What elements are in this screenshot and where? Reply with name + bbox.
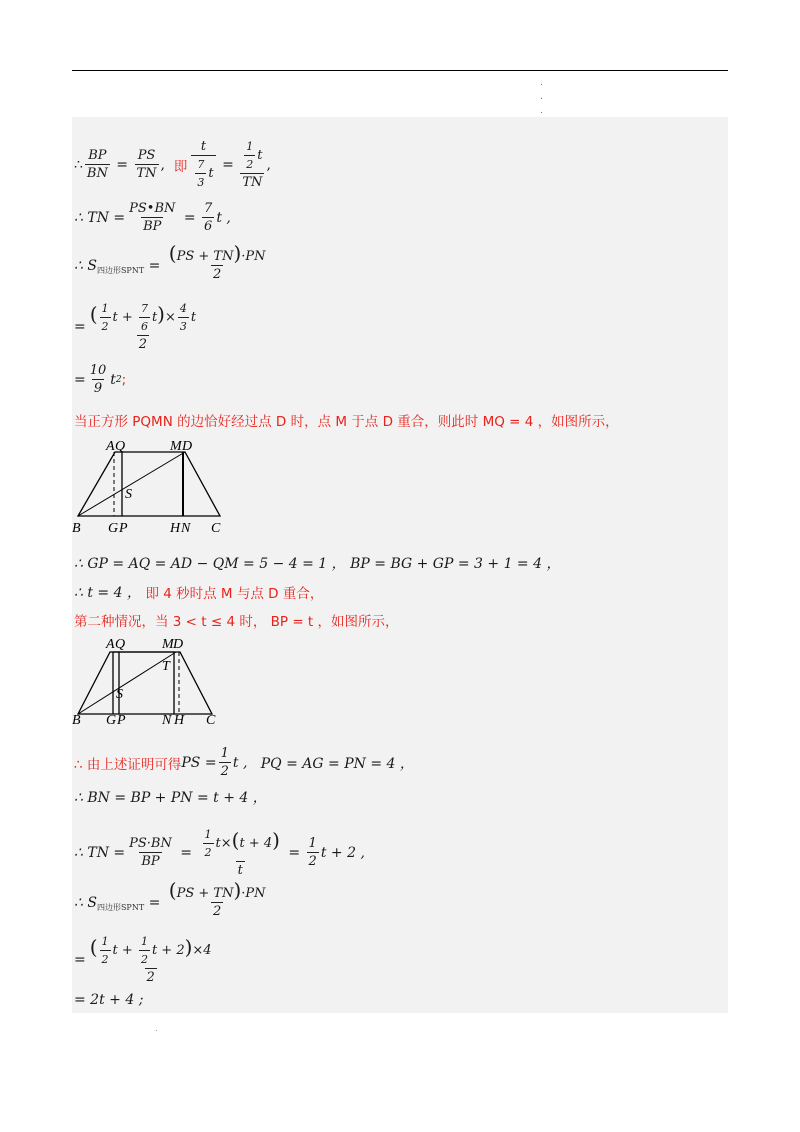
t-equals-4-line: ∴ t = 4 ， 即 4 秒时点 M 与点 D 重合， [74, 585, 324, 602]
ps-pq-line: ∴ 由上述证明可得 PS = $\frac{1}{2}$ t , PQ = AG = PN = 4 ， [74, 746, 414, 779]
svg-text:P: P [119, 521, 128, 536]
svg-text:S: S [116, 687, 123, 702]
svg-text:T: T [162, 659, 170, 674]
svg-text:G: G [108, 521, 119, 536]
svg-text:A: A [106, 439, 115, 454]
ratio-line: ∴ $\frac{BP}{BN}$ = $\frac{PS}{TN}$ , 即 t $\frac{7}{3}$ t = $\frac{1}{2}$ t TN , [74, 139, 271, 190]
svg-text:D: D [182, 439, 193, 454]
svg-text:H: H [170, 521, 181, 536]
trapezoid-figure-2 [70, 630, 230, 730]
svg-text:B: B [72, 713, 81, 728]
header-marks: . . . [540, 78, 543, 116]
svg-text:Q: Q [115, 637, 126, 652]
area-result-line: = $\frac{10}{9}$ t 2 ; [74, 363, 127, 396]
svg-text:G: G [106, 713, 117, 728]
svg-text:M: M [170, 439, 182, 454]
area-formula-line-2: ∴ S 四边形SPNT = $\frac{(PS + TN)\cdot PN}{2}$ [74, 878, 266, 919]
svg-text:C: C [206, 713, 216, 728]
svg-text:C: C [211, 521, 221, 536]
area-substitution-line: = ( $\frac{1}{2}$ t + $\frac{7}{6}$ t)× $\frac{4}{3}$ t 2 [74, 302, 197, 352]
header-rule [72, 70, 728, 71]
svg-text:H: H [174, 713, 185, 728]
svg-text:N: N [162, 713, 172, 728]
svg-text:B: B [72, 521, 81, 536]
area-substitution-line-2: = ( $\frac{1}{2}$ t + $\frac{1}{2}$ t + 2)×4 2 [74, 935, 212, 985]
tn-line: ∴ TN = $\frac{PS•BN}{BP}$ = $\frac{7}{6}$ t , [74, 201, 231, 234]
svg-text:Q: Q [115, 439, 126, 454]
area-formula-line: ∴ S 四边形SPNT = $\frac{(PS + TN)\cdot PN}{2}$ [74, 241, 266, 282]
footer-mark: . [155, 1024, 158, 1034]
svg-text:M: M [162, 637, 174, 652]
area-result-line-2: = 2t + 4 ; [74, 992, 144, 1008]
svg-text:P: P [117, 713, 126, 728]
bn-line: ∴ BN = BP + PN = t + 4 ， [74, 790, 267, 806]
svg-text:N: N [181, 521, 191, 536]
trapezoid-figure-1 [70, 438, 230, 538]
tn-line-2: ∴ TN = $\frac{PS\cdot BN}{BP}$ = $\frac{1}{2}$ t×(t + 4) t = $\frac{1}{2}$ t + 2 , [74, 828, 365, 878]
case-heading-2: 第二种情况，当 3 < t ≤ 4 时， BP = t ，如图所示， [74, 614, 399, 630]
svg-text:A: A [106, 637, 115, 652]
case-heading-1: 当正方形 PQMN 的边恰好经过点 D 时，点 M 于点 D 重合，则此时 MQ = 4 ，如图所示， [74, 414, 619, 430]
svg-text:D: D [173, 637, 184, 652]
gp-bp-line: ∴ GP = AQ = AD − QM = 5 − 4 = 1 ， BP = BG + GP = 3 + 1 = 4 ， [74, 556, 561, 572]
svg-text:S: S [125, 487, 132, 502]
